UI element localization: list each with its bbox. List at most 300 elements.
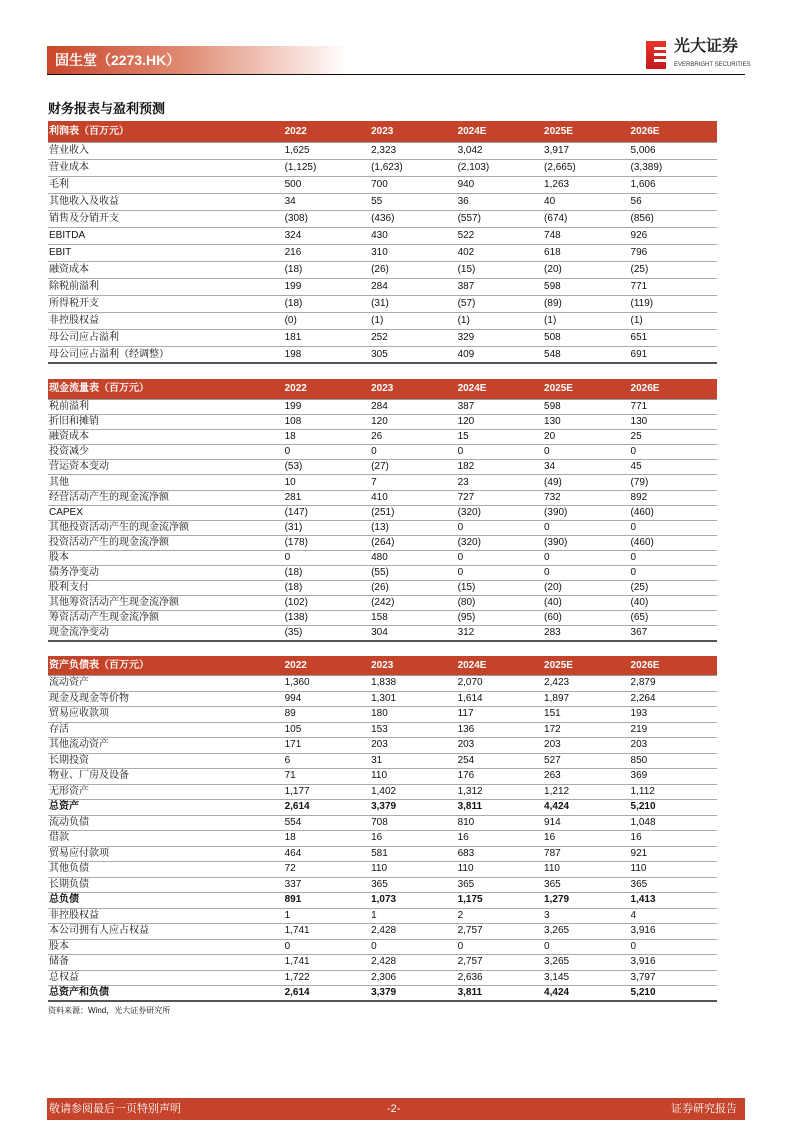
row-label: 投资减少 xyxy=(49,446,89,458)
cell-value: 2,428 xyxy=(371,925,397,937)
cell-value: (147) xyxy=(284,506,308,518)
cell-value: (390) xyxy=(544,506,568,518)
row-label: 存活 xyxy=(49,723,69,735)
table-row xyxy=(48,754,717,770)
cell-value: (1) xyxy=(457,315,470,326)
table-row xyxy=(48,296,717,313)
cell-value: 1,073 xyxy=(371,894,397,906)
row-label: 除税前溢利 xyxy=(49,281,99,292)
cell-value: 0 xyxy=(371,940,377,952)
cell-value: 651 xyxy=(630,332,648,343)
cell-value: 199 xyxy=(284,401,302,413)
cell-value: 365 xyxy=(544,878,561,890)
cell-value: (2,665) xyxy=(544,162,576,173)
cell-value: 1,722 xyxy=(284,971,310,983)
table-row xyxy=(48,475,717,490)
cell-value: 263 xyxy=(544,770,561,782)
cell-value: 2,070 xyxy=(457,677,483,689)
cell-value: 151 xyxy=(544,708,561,720)
table-row xyxy=(48,506,717,521)
header-divider xyxy=(47,74,745,75)
table-row xyxy=(48,143,717,160)
cell-value: 598 xyxy=(544,281,561,292)
cell-value: (390) xyxy=(544,536,568,548)
cell-value: 367 xyxy=(630,626,648,638)
cell-value: 2,423 xyxy=(544,677,570,689)
row-label: 总负债 xyxy=(49,894,79,906)
row-label: 其他 xyxy=(49,476,69,488)
table-row xyxy=(48,723,717,739)
cell-value: (557) xyxy=(457,213,481,224)
table-row xyxy=(48,330,717,347)
cell-value: 89 xyxy=(284,708,296,720)
cell-value: 708 xyxy=(371,816,388,828)
logo-text-cn: 光大证券 xyxy=(674,38,739,55)
table-row xyxy=(48,707,717,723)
cell-value: (18) xyxy=(284,567,303,579)
cell-value: 1,741 xyxy=(284,956,310,968)
cell-value: 34 xyxy=(284,196,296,207)
row-label: 总资产和负债 xyxy=(49,986,109,998)
table-row xyxy=(48,971,717,987)
table-row xyxy=(48,194,717,211)
cell-value: 198 xyxy=(284,348,302,360)
table-row xyxy=(48,738,717,754)
source-note: 资料来源：Wind，光大证券研究所 xyxy=(48,1006,171,1015)
cell-value: 387 xyxy=(457,401,475,413)
cell-value: (242) xyxy=(371,597,395,609)
cell-value: 0 xyxy=(630,940,637,952)
cell-value: 1,614 xyxy=(457,692,483,704)
cell-value: 329 xyxy=(457,332,475,343)
cell-value: 810 xyxy=(457,816,475,828)
cell-value: 581 xyxy=(371,847,388,859)
cell-value: 310 xyxy=(371,247,388,258)
cell-value: 172 xyxy=(544,723,561,735)
cell-value: 940 xyxy=(457,179,475,190)
row-label: 其他负债 xyxy=(49,863,89,875)
cell-value: 0 xyxy=(284,551,291,563)
table-row xyxy=(48,347,717,364)
table-row xyxy=(48,831,717,847)
logo-text-en: EVERBRIGHT SECURITIES xyxy=(674,62,751,68)
income-statement-table xyxy=(48,121,717,364)
row-label: 长期投资 xyxy=(49,754,89,766)
cell-value: 3,379 xyxy=(371,801,397,813)
row-label: 营业收入 xyxy=(49,145,89,156)
cell-value: 1 xyxy=(284,909,291,921)
cell-value: 3,916 xyxy=(630,925,656,937)
cell-value: 40 xyxy=(544,196,556,207)
cell-value: (251) xyxy=(371,506,395,518)
row-label: 贸易应付款项 xyxy=(49,847,109,859)
cell-value: 219 xyxy=(630,723,648,735)
year-header: 2023 xyxy=(371,383,394,394)
row-label: 折旧和摊销 xyxy=(49,416,99,428)
cell-value: 732 xyxy=(544,491,561,503)
cell-value: 1,263 xyxy=(544,179,570,190)
row-label: 贸易应收款项 xyxy=(49,708,109,720)
cell-value: 117 xyxy=(457,708,474,720)
cell-value: 0 xyxy=(457,521,464,533)
cell-value: 0 xyxy=(457,446,464,458)
table-row xyxy=(48,692,717,708)
cell-value: (674) xyxy=(544,213,568,224)
year-header: 2023 xyxy=(371,659,394,671)
cell-value: 1,402 xyxy=(371,785,397,797)
cell-value: 0 xyxy=(284,446,291,458)
cell-value: 120 xyxy=(371,416,388,428)
brand-logo xyxy=(646,38,756,72)
cell-value: (25) xyxy=(630,264,649,275)
company-title: 固生堂（2273.HK） xyxy=(55,52,181,68)
cell-value: 796 xyxy=(630,247,648,258)
cell-value: (1) xyxy=(544,315,557,326)
table-row xyxy=(48,430,717,445)
table-row xyxy=(48,415,717,430)
table-row xyxy=(48,769,717,785)
row-label: 股本 xyxy=(49,551,69,563)
cell-value: 2,636 xyxy=(457,971,483,983)
cell-value: 508 xyxy=(544,332,561,343)
cell-value: 850 xyxy=(630,754,648,766)
cell-value: 527 xyxy=(544,754,561,766)
cell-value: 36 xyxy=(457,196,469,207)
table-row xyxy=(48,893,717,909)
cell-value: (18) xyxy=(284,298,303,309)
cell-value: 181 xyxy=(284,332,302,343)
cell-value: 1,360 xyxy=(284,677,310,689)
cell-value: 312 xyxy=(457,626,475,638)
cell-value: 3,379 xyxy=(371,986,397,998)
cell-value: (320) xyxy=(457,506,481,518)
cell-value: 3,042 xyxy=(457,145,483,156)
section-title: 财务报表与盈利预测 xyxy=(48,101,166,116)
year-header: 2022 xyxy=(284,659,307,671)
cell-value: (26) xyxy=(371,264,389,275)
cell-value: (308) xyxy=(284,213,308,224)
cell-value: (1,125) xyxy=(284,162,317,173)
table-title: 利润表（百万元） xyxy=(49,125,129,137)
cell-value: 281 xyxy=(284,491,302,503)
cell-value: 5,006 xyxy=(630,145,656,156)
table-row xyxy=(48,847,717,863)
cell-value: 182 xyxy=(457,461,475,473)
table-row xyxy=(48,955,717,971)
cell-value: 2,323 xyxy=(371,145,397,156)
cell-value: 180 xyxy=(371,708,388,720)
row-label: 本公司拥有人应占权益 xyxy=(49,925,149,937)
cell-value: (40) xyxy=(544,597,562,609)
cell-value: 3,917 xyxy=(544,145,570,156)
table-row xyxy=(48,611,717,626)
cell-value: 18 xyxy=(284,832,296,844)
cell-value: 16 xyxy=(457,832,469,844)
cell-value: (18) xyxy=(284,264,303,275)
year-header: 2024E xyxy=(457,125,487,137)
table-header xyxy=(48,656,717,676)
cell-value: 548 xyxy=(544,348,561,360)
row-label: 营运资本变动 xyxy=(49,461,109,473)
cell-value: (89) xyxy=(544,298,562,309)
cell-value: 683 xyxy=(457,847,475,859)
cell-value: 480 xyxy=(371,551,388,563)
cell-value: 15 xyxy=(457,431,469,443)
table-row xyxy=(48,313,717,330)
row-label: 储备 xyxy=(49,956,69,968)
cell-value: 618 xyxy=(544,247,561,258)
cell-value: 72 xyxy=(284,863,296,875)
cell-value: 1,741 xyxy=(284,925,310,937)
cell-value: 2,879 xyxy=(630,677,656,689)
cell-value: 16 xyxy=(371,832,383,844)
row-label: CAPEX xyxy=(49,506,83,518)
row-label: 流动资产 xyxy=(49,677,89,689)
year-header: 2025E xyxy=(544,383,573,394)
header-banner xyxy=(47,46,347,74)
cell-value: 1,177 xyxy=(284,785,310,797)
cell-value: (0) xyxy=(284,315,297,326)
row-label: 母公司应占溢利（经调整） xyxy=(49,348,169,360)
cell-value: 304 xyxy=(371,626,388,638)
cell-value: (57) xyxy=(457,298,476,309)
balance-sheet-table xyxy=(48,656,717,1002)
cell-value: 2,757 xyxy=(457,956,483,968)
row-label: 毛利 xyxy=(49,179,69,190)
cell-value: 0 xyxy=(630,521,637,533)
year-header: 2025E xyxy=(544,659,573,671)
cell-value: 10 xyxy=(284,476,296,488)
cell-value: 1 xyxy=(371,909,377,921)
cell-value: 4 xyxy=(630,909,637,921)
cell-value: 3,811 xyxy=(457,986,483,998)
cell-value: 0 xyxy=(544,567,550,579)
table-title: 资产负债表（百万元） xyxy=(49,659,149,671)
table-row xyxy=(48,676,717,692)
year-header: 2024E xyxy=(457,659,487,671)
row-label: EBITDA xyxy=(49,230,86,241)
year-header: 2023 xyxy=(371,125,394,137)
cell-value: 369 xyxy=(630,770,648,782)
page-number: -2- xyxy=(387,1103,401,1115)
cell-value: (138) xyxy=(284,612,308,624)
cell-value: (95) xyxy=(457,612,476,624)
row-label: 长期负债 xyxy=(49,878,89,890)
table-row xyxy=(48,177,717,194)
cell-value: 193 xyxy=(630,708,648,720)
cell-value: 1,048 xyxy=(630,816,656,828)
table-row xyxy=(48,581,717,596)
cell-value: 0 xyxy=(544,521,550,533)
cell-value: 110 xyxy=(457,863,474,875)
table-row xyxy=(48,800,717,816)
year-header: 2024E xyxy=(457,383,487,394)
cell-value: 16 xyxy=(544,832,556,844)
table-row xyxy=(48,228,717,245)
cell-value: 71 xyxy=(284,770,296,782)
cell-value: (1,623) xyxy=(371,162,403,173)
cell-value: 45 xyxy=(630,461,642,473)
cell-value: 464 xyxy=(284,847,302,859)
cell-value: 387 xyxy=(457,281,475,292)
cell-value: (1) xyxy=(371,315,384,326)
cell-value: 0 xyxy=(457,551,464,563)
cell-value: 284 xyxy=(371,401,388,413)
table-row xyxy=(48,279,717,296)
cell-value: 136 xyxy=(457,723,475,735)
row-label: 其他投资活动产生的现金流净额 xyxy=(49,521,189,533)
cell-value: (264) xyxy=(371,536,395,548)
cell-value: 1,413 xyxy=(630,894,656,906)
cell-value: 120 xyxy=(457,416,475,428)
cell-value: 430 xyxy=(371,230,388,241)
table-row xyxy=(48,626,717,641)
cell-value: 5,210 xyxy=(630,801,656,813)
cell-value: (60) xyxy=(544,612,562,624)
year-header: 2022 xyxy=(284,125,307,137)
cell-value: 3 xyxy=(544,909,550,921)
cell-value: (49) xyxy=(544,476,562,488)
cell-value: 771 xyxy=(630,281,648,292)
table-row xyxy=(48,878,717,894)
cell-value: (35) xyxy=(284,626,303,638)
row-label: 经营活动产生的现金流净额 xyxy=(49,491,169,503)
cell-value: 18 xyxy=(284,431,296,443)
cell-value: (460) xyxy=(630,536,654,548)
cell-value: 110 xyxy=(371,770,388,782)
row-label: 销售及分销开支 xyxy=(49,213,119,224)
cell-value: 1,606 xyxy=(630,179,656,190)
row-label: 融资成本 xyxy=(49,264,89,275)
cell-value: 914 xyxy=(544,816,561,828)
cell-value: 994 xyxy=(284,692,302,704)
cell-value: 130 xyxy=(630,416,648,428)
cell-value: 0 xyxy=(457,940,464,952)
cell-value: 3,916 xyxy=(630,956,656,968)
row-label: 总资产 xyxy=(49,801,79,813)
cell-value: 153 xyxy=(371,723,388,735)
cell-value: (40) xyxy=(630,597,649,609)
table-row xyxy=(48,536,717,551)
table-row xyxy=(48,909,717,925)
cell-value: 55 xyxy=(371,196,383,207)
cell-value: (2,103) xyxy=(457,162,490,173)
cell-value: 203 xyxy=(630,739,648,751)
cell-value: 926 xyxy=(630,230,648,241)
cell-value: 0 xyxy=(544,551,550,563)
cell-value: 203 xyxy=(457,739,475,751)
cell-value: 1,897 xyxy=(544,692,570,704)
cell-value: 305 xyxy=(371,348,388,360)
row-label: 投资活动产生的现金流净额 xyxy=(49,536,169,548)
row-label: 所得税开支 xyxy=(49,298,99,309)
cell-value: 2 xyxy=(457,909,464,921)
cell-value: 2,428 xyxy=(371,956,397,968)
row-label: 其他筹资活动产生现金流净额 xyxy=(49,597,179,609)
cell-value: 691 xyxy=(630,348,648,360)
cell-value: 176 xyxy=(457,770,475,782)
table-row xyxy=(48,521,717,536)
footer-bar xyxy=(47,1098,745,1120)
cell-value: 500 xyxy=(284,179,302,190)
cell-value: 3,265 xyxy=(544,925,570,937)
cell-value: (3,389) xyxy=(630,162,663,173)
cell-value: 748 xyxy=(544,230,561,241)
cell-value: 3,265 xyxy=(544,956,570,968)
cell-value: 7 xyxy=(371,476,377,488)
cell-value: 0 xyxy=(371,446,377,458)
row-label: 非控股权益 xyxy=(49,315,99,326)
cell-value: 4,424 xyxy=(544,801,570,813)
table-header xyxy=(48,379,717,400)
cell-value: 16 xyxy=(630,832,642,844)
table-header xyxy=(48,121,717,143)
table-row xyxy=(48,551,717,566)
cell-value: 337 xyxy=(284,878,302,890)
row-label: 母公司应占溢利 xyxy=(49,332,119,343)
cell-value: 3,797 xyxy=(630,971,656,983)
cell-value: (18) xyxy=(284,582,303,594)
cell-value: 2,306 xyxy=(371,971,397,983)
row-label: 流动负债 xyxy=(49,816,89,828)
table-row xyxy=(48,785,717,801)
cell-value: 110 xyxy=(371,863,388,875)
row-label: 融资成本 xyxy=(49,431,89,443)
cell-value: 2,757 xyxy=(457,925,483,937)
cell-value: 554 xyxy=(284,816,302,828)
cell-value: 31 xyxy=(371,754,383,766)
cell-value: 252 xyxy=(371,332,388,343)
year-header: 2026E xyxy=(630,659,660,671)
cell-value: 1,838 xyxy=(371,677,397,689)
cell-value: (31) xyxy=(284,521,303,533)
cell-value: 700 xyxy=(371,179,388,190)
table-row xyxy=(48,460,717,475)
year-header: 2026E xyxy=(630,125,660,137)
row-label: EBIT xyxy=(49,247,72,258)
cell-value: 6 xyxy=(284,754,291,766)
cell-value: (436) xyxy=(371,213,395,224)
cell-value: 0 xyxy=(457,567,464,579)
cell-value: 365 xyxy=(630,878,648,890)
cell-value: 0 xyxy=(630,567,637,579)
table-row xyxy=(48,924,717,940)
cell-value: (20) xyxy=(544,582,562,594)
cell-value: 4,424 xyxy=(544,986,570,998)
cell-value: 1,212 xyxy=(544,785,570,797)
table-row xyxy=(48,816,717,832)
cell-value: 108 xyxy=(284,416,302,428)
cell-value: 1,279 xyxy=(544,894,570,906)
cell-value: 787 xyxy=(544,847,561,859)
table-row xyxy=(48,160,717,177)
cell-value: 23 xyxy=(457,476,469,488)
cell-value: 1,625 xyxy=(284,145,310,156)
row-label: 现金及现金等价物 xyxy=(49,692,129,704)
cell-value: 365 xyxy=(371,878,388,890)
cell-value: 921 xyxy=(630,847,648,859)
cell-value: (178) xyxy=(284,536,308,548)
cell-value: 3,811 xyxy=(457,801,483,813)
table-row xyxy=(48,245,717,262)
cell-value: 0 xyxy=(630,446,637,458)
cell-value: (102) xyxy=(284,597,308,609)
cell-value: (15) xyxy=(457,264,476,275)
cell-value: 410 xyxy=(371,491,388,503)
cell-value: 25 xyxy=(630,431,642,443)
cell-value: (55) xyxy=(371,567,389,579)
table-row xyxy=(48,211,717,228)
